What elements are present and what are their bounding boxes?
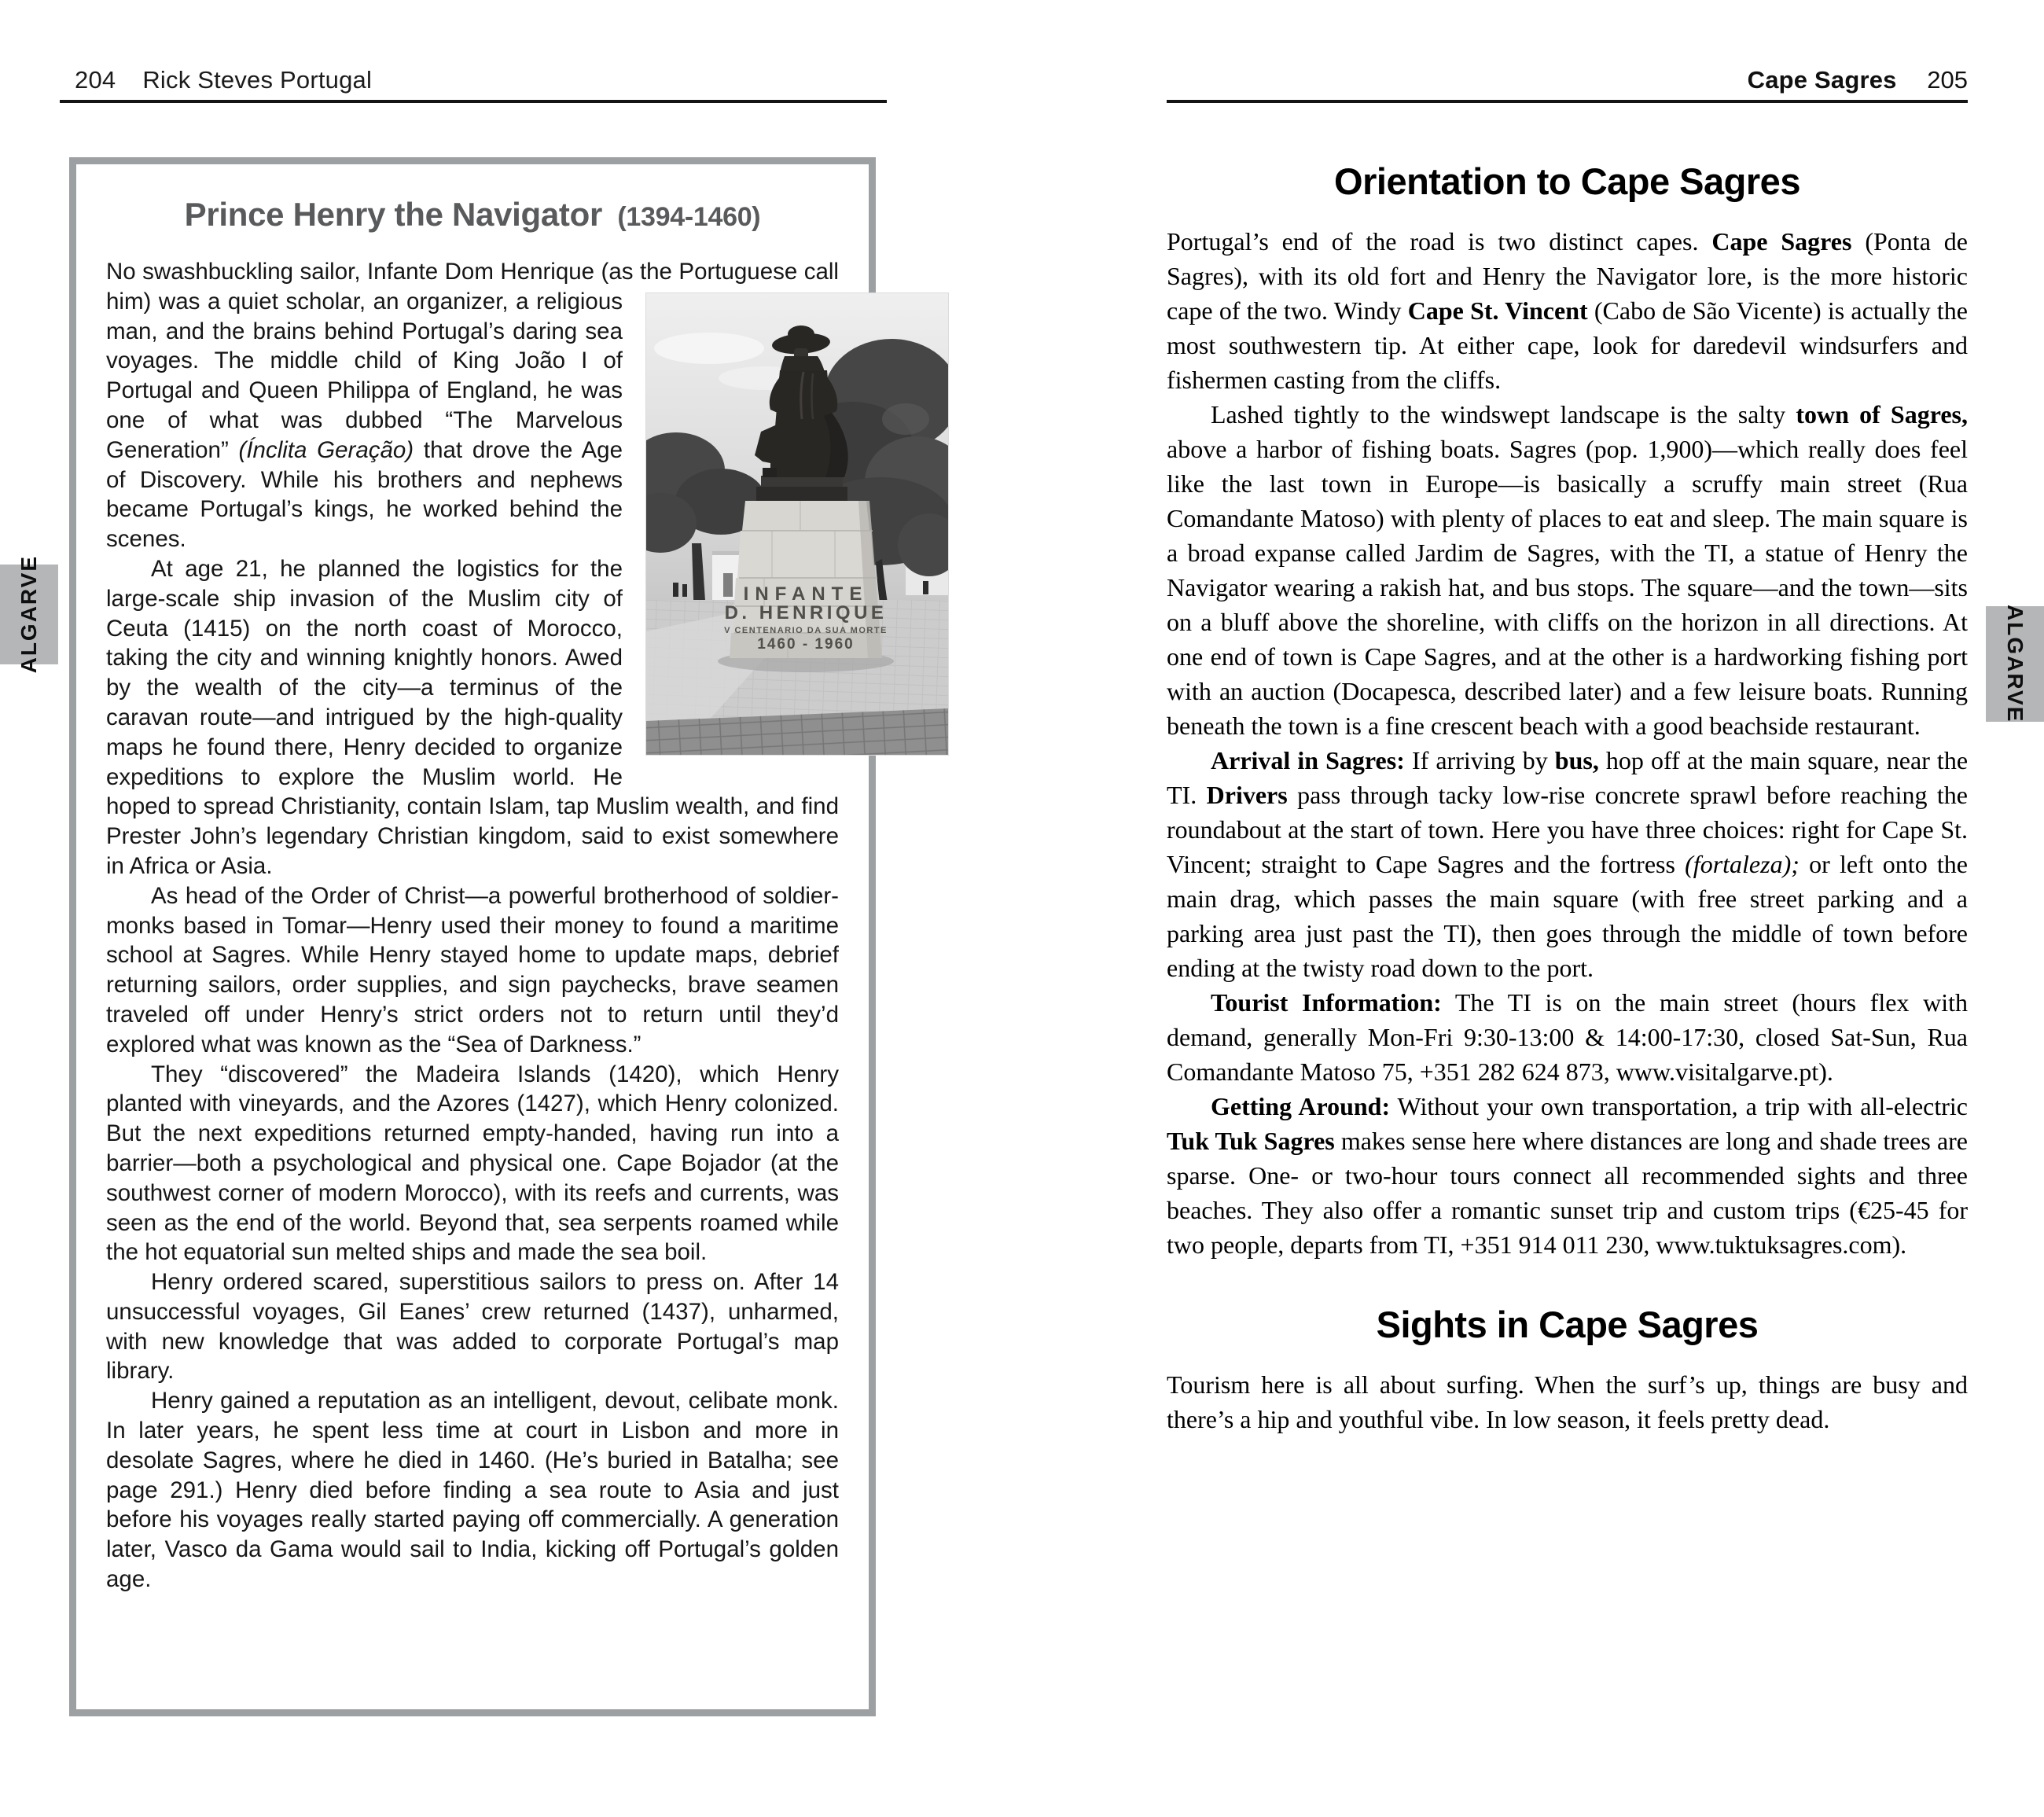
- photo-pedestal: [724, 501, 888, 658]
- section-title-orientation: Orientation to Cape Sagres: [1334, 160, 1800, 202]
- text-run: Arrival in Sagres:: [1211, 746, 1405, 774]
- box-title-years: (1394-1460): [617, 202, 761, 232]
- statue-photo: [646, 293, 948, 755]
- text-run: Henry gained a reputation as an intelligent, devout, celibate monk. In later years, he spent less time at court in Lisbon and more in desolate Sagres, where he died in 1460. (He’s buried in Batalha; see page 291.) Henry died before finding a sea route to Asia and just before his voyages really started paying off commercially. A generation later, Vasco da Gama would sail to India, kicking off Portugal’s golden age.: [106, 1388, 839, 1593]
- paragraph: [106, 1386, 839, 1594]
- right-page-number: 205: [1927, 66, 1968, 94]
- text-run: or left onto the main drag, which passes the main square (with free street parking and a parking area just past the TI), then goes through the middle of town before ending at the twisty road down to the port.: [1167, 850, 1969, 982]
- box-title: [106, 196, 839, 234]
- sidebar-box-prince-henry: [69, 157, 888, 1716]
- box-body: [106, 257, 888, 1594]
- paragraph: [1167, 1367, 1968, 1436]
- text-run: Portugal’s end of the road is two distinct capes.: [1167, 227, 1712, 256]
- text-run: town of Sagres,: [1796, 400, 1968, 429]
- text-run: Tuk Tuk Sagres: [1167, 1127, 1335, 1155]
- text-run: They “discovered” the Madeira Islands (1420), which Henry planted with vineyards, and the Azores (1427), which Henry colonized. But the next expeditions returned empty-handed, having run into a barrier—both a psychological and physical one. Cape Bojador (at the southwest corner of modern Morocco), with its reefs and currents, was seen as the end of the world. Beyond that, sea serpents roamed while the hot equatorial sun melted ships and made the sea boil.: [106, 1061, 839, 1266]
- text-run: As head of the Order of Christ—a powerful brotherhood of soldier-monks based in Tomar—Henry used their money to found a maritime school at Sagres. While Henry stayed home to update maps, debrief returning sailors, order supplies, and sign paychecks, brave seamen traveled off under Henry’s strict orders not to return until they’d explored what was known as the “Sea of Darkness.”: [106, 882, 839, 1057]
- sights-paragraphs: [1167, 1367, 1968, 1436]
- statue-photo-graphic: [646, 293, 948, 755]
- text-run: Tourist Information:: [1211, 988, 1442, 1017]
- orientation-paragraphs: [1167, 224, 1968, 1262]
- pedestal-inscription-line2: D. HENRIQUE: [724, 601, 888, 623]
- box-title-text: Prince Henry the Navigator: [184, 196, 603, 233]
- text-run: No swashbuckling sailor, Infante Dom Henrique (as the Portuguese call him) was a quiet scholar, an organizer, a religious: [106, 259, 839, 314]
- side-tab-algarve-right: [1986, 606, 2044, 722]
- left-header-rule: [60, 100, 887, 103]
- text-run: bus,: [1554, 746, 1599, 774]
- pedestal-inscription-line3: V CENTENARIO DA SUA MORTE: [724, 625, 888, 635]
- text-run: Cape Sagres: [1711, 227, 1852, 256]
- paragraph: [1167, 1089, 1968, 1262]
- book-title: Rick Steves Portugal: [142, 66, 373, 94]
- text-run: (Ínclita Geração): [238, 436, 414, 463]
- text-run: Henry ordered scared, superstitious sailors to press on. After 14 unsuccessful voyages, Gil Eanes’ crew returned (1437), unharmed, with new knowledge that was added to corporate Portugal’s map library.: [106, 1269, 839, 1385]
- side-tab-label: ALGARVE: [17, 555, 41, 674]
- side-tab-label: ALGARVE: [2003, 605, 2027, 723]
- side-tab-algarve-left: [0, 555, 58, 674]
- text-run: If arriving by: [1404, 746, 1555, 774]
- text-run: (Cabo de São Vicente) is actually the most southwestern tip. At either cape, look for daredevil windsurfers and fishermen casting from the cliffs.: [1167, 296, 1969, 394]
- paragraph: [106, 881, 839, 1060]
- text-run: The TI is on the main street (hours flex with demand, generally Mon-Fri 9:30-13:00 & 14:00-17:30, closed Sat-Sun, Rua Comandante Matoso 75, +351 282 624 873, www.visitalgarve.pt).: [1167, 988, 1969, 1086]
- text-run: man, and the brains behind Portugal’s daring sea voyages. The middle child of King João I of Portugal and Queen Philippa of England, he was one of what was dubbed “The Marvelous Generation”: [106, 318, 623, 463]
- paragraph: [106, 257, 888, 653]
- paragraph: [1167, 397, 1968, 743]
- paragraph: [106, 1060, 839, 1268]
- paragraph: [1167, 985, 1968, 1089]
- text-run: makes sense here where distances are long and shade trees are sparse. One- or two-hour tours connect all recommended sights and three beaches. They also offer a romantic sunset trip and custom trips (€25-45 for two people, departs from TI, +351 914 011 230, www.tuktuksagres.com).: [1167, 1127, 1968, 1259]
- left-running-header: [75, 66, 372, 94]
- pedestal-inscription-line1: INFANTE: [743, 583, 869, 605]
- text-run: Getting Around:: [1211, 1092, 1391, 1120]
- text-run: Lashed tightly to the windswept landscape is the salty: [1211, 400, 1796, 429]
- text-run: that drove the Age of Discovery. While his brothers and nephews became Portugal’s kings, he worked behind the scenes.: [106, 436, 623, 553]
- text-run: above a harbor of fishing boats. Sagres (pop. 1,900)—which really does feel like the last town in Europe—is basically a scruffy main street (Rua Comandante Matoso) with plenty of places to eat and sleep. The main square is a broad expanse called Jardim de Sagres, with the TI, a statue of Henry the Navigator wearing a rakish hat, and bus stops. The square—and the town—sits on a bluff above the shoreline, with cliffs on the horizon in all directions. At one end of town is Cape Sagres, and at the other is a hardworking fishing port with an auction (Docapesca, described later) and a few leisure boats. Running beneath the town is a fine crescent beach with a good beachside restaurant.: [1167, 435, 1968, 740]
- text-run-group: [106, 318, 623, 553]
- text-run: pass through tacky low-rise concrete sprawl before reaching the roundabout at the start of town. Here you have three choices: right for Cape St. Vincent; straight to Cape Sagres and the fortress: [1167, 781, 1969, 878]
- text-run: Drivers: [1206, 781, 1288, 809]
- text-run: (Ponta de Sagres), with its old fort and Henry the Navigator lore, is the more historic cape of the two. Windy: [1167, 227, 1969, 325]
- paragraph: [1167, 224, 1968, 397]
- paragraph: [106, 1267, 839, 1386]
- text-run: At age 21, he planned the logistics for the large-scale ship invasion of the Muslim city of Ceuta (1415) on the north coast of Morocco, taking the city and winning knightly honors. Awed by the wealth of the city—a terminus of the caravan route—and intrigued by the high-quality maps he found there, Henry decided to organize expeditions to explore the Muslim world. He hoped to spread Christianity, contain Islam, tap Muslim wealth, and find Prester John’s legendary Christian kingdom, said to exist somewhere in Africa or Asia.: [106, 555, 839, 879]
- left-page-number: 204: [75, 66, 116, 94]
- chapter-title: Cape Sagres: [1747, 66, 1897, 94]
- text-run: hop off at the main square, near the TI.: [1167, 746, 1969, 809]
- paragraph: [1167, 743, 1968, 985]
- right-page-column: [1167, 161, 1968, 1436]
- pedestal-inscription-line4: 1460 - 1960: [757, 635, 855, 653]
- text-run: Tourism here is all about surfing. When the surf’s up, things are busy and there’s a hip and youthful vibe. In low season, it feels pretty dead.: [1167, 1370, 1968, 1433]
- text-run: Without your own transportation, a trip with all-electric: [1390, 1092, 1969, 1120]
- text-run: (fortaleza);: [1685, 850, 1800, 878]
- text-run: Cape St. Vincent: [1407, 296, 1588, 325]
- section-title-sights: Sights in Cape Sagres: [1376, 1304, 1759, 1345]
- right-running-header: [1167, 66, 1968, 94]
- right-header-rule: [1167, 100, 1968, 103]
